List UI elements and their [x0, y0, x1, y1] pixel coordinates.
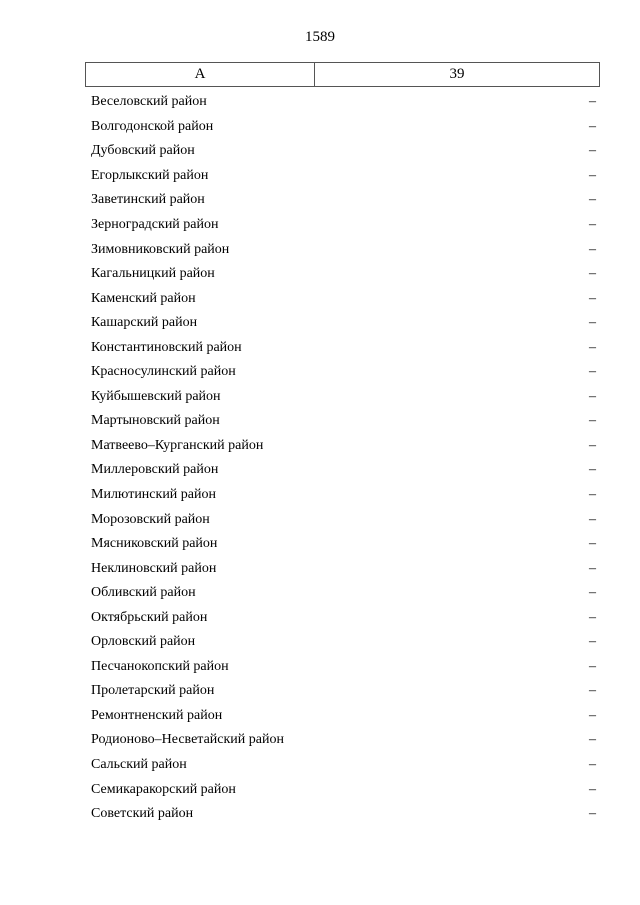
district-name: Заветинский район	[91, 192, 205, 208]
table-header	[85, 62, 600, 87]
table-row	[91, 409, 596, 434]
district-value: –	[589, 634, 596, 650]
district-name: Куйбышевский район	[91, 388, 221, 404]
district-value: –	[589, 241, 596, 257]
district-name: Милютинский район	[91, 487, 217, 503]
district-value: –	[589, 806, 596, 822]
district-name: Константиновский район	[91, 339, 242, 355]
table-row	[91, 188, 596, 213]
table-row	[91, 802, 596, 827]
district-name: Родионово–Несветайский район	[91, 732, 284, 748]
table-row	[91, 605, 596, 630]
district-value: –	[589, 757, 596, 773]
table-row	[91, 777, 596, 802]
district-value: –	[589, 388, 596, 404]
district-name: Обливский район	[91, 585, 196, 601]
district-name: Орловский район	[91, 634, 196, 650]
district-name: Песчанокопский район	[91, 658, 229, 674]
table-row	[91, 335, 596, 360]
district-name: Кашарский район	[91, 315, 198, 331]
district-value: –	[589, 732, 596, 748]
district-value: –	[589, 217, 596, 232]
table-row	[91, 630, 596, 655]
table-row	[91, 753, 596, 778]
district-name: Кагальницкий район	[91, 266, 215, 282]
table-row	[91, 581, 596, 606]
district-value: –	[589, 94, 596, 110]
district-value: –	[589, 290, 596, 306]
district-value: –	[589, 585, 596, 601]
table-row	[91, 679, 596, 704]
district-value: –	[589, 536, 596, 552]
district-name: Зерноградский район	[91, 217, 219, 232]
table-row	[91, 262, 596, 287]
district-name: Красносулинский район	[91, 364, 236, 380]
header-cell-a: А	[86, 63, 315, 86]
table-row	[91, 237, 596, 262]
district-value: –	[589, 413, 596, 429]
table-row	[91, 139, 596, 164]
table-row	[91, 458, 596, 483]
district-name: Дубовский район	[91, 143, 195, 159]
district-name: Егорлыкский район	[91, 167, 209, 183]
table-row	[91, 556, 596, 581]
district-name: Зимовниковский район	[91, 241, 230, 257]
district-name: Семикаракорский район	[91, 781, 236, 797]
district-value: –	[589, 462, 596, 478]
district-name: Сальский район	[91, 757, 187, 773]
district-value: –	[589, 364, 596, 380]
page-number: 1589	[305, 29, 335, 45]
district-value: –	[589, 658, 596, 674]
district-value: –	[589, 609, 596, 625]
district-value: –	[589, 781, 596, 797]
table-body	[91, 90, 596, 826]
district-name: Волгодонской район	[91, 118, 214, 134]
district-value: –	[589, 683, 596, 699]
table-row	[91, 286, 596, 311]
district-value: –	[589, 143, 596, 159]
table-row	[91, 360, 596, 385]
district-name: Веселовский район	[91, 94, 207, 110]
table-row	[91, 532, 596, 557]
district-name: Миллеровский район	[91, 462, 219, 478]
district-value: –	[589, 315, 596, 331]
district-name: Матвеево–Курганский район	[91, 437, 264, 453]
district-name: Октябрьский район	[91, 609, 208, 625]
table-row	[91, 164, 596, 189]
district-value: –	[589, 118, 596, 134]
table-row	[91, 311, 596, 336]
district-value: –	[589, 437, 596, 453]
district-value: –	[589, 167, 596, 183]
table-row	[91, 434, 596, 459]
district-name: Ремонтненский район	[91, 707, 223, 723]
district-name: Каменский район	[91, 290, 196, 306]
table-row	[91, 704, 596, 729]
district-name: Мартыновский район	[91, 413, 220, 429]
district-name: Советский район	[91, 806, 194, 822]
table-row	[91, 115, 596, 140]
header-cell-39: 39	[449, 66, 465, 82]
district-name: Морозовский район	[91, 511, 210, 527]
district-value: –	[589, 560, 596, 576]
district-value: –	[589, 487, 596, 503]
district-value: –	[589, 266, 596, 282]
table-row	[91, 90, 596, 115]
table-row	[91, 483, 596, 508]
district-value: –	[589, 192, 596, 208]
table-row	[91, 655, 596, 680]
district-name: Неклиновский район	[91, 560, 217, 576]
table-row	[91, 728, 596, 753]
district-value: –	[589, 707, 596, 723]
table-row	[91, 213, 596, 238]
district-value: –	[589, 339, 596, 355]
table-row	[91, 385, 596, 410]
district-value: –	[589, 511, 596, 527]
district-name: Пролетарский район	[91, 683, 215, 699]
table-row	[91, 507, 596, 532]
district-name: Мясниковский район	[91, 536, 218, 552]
